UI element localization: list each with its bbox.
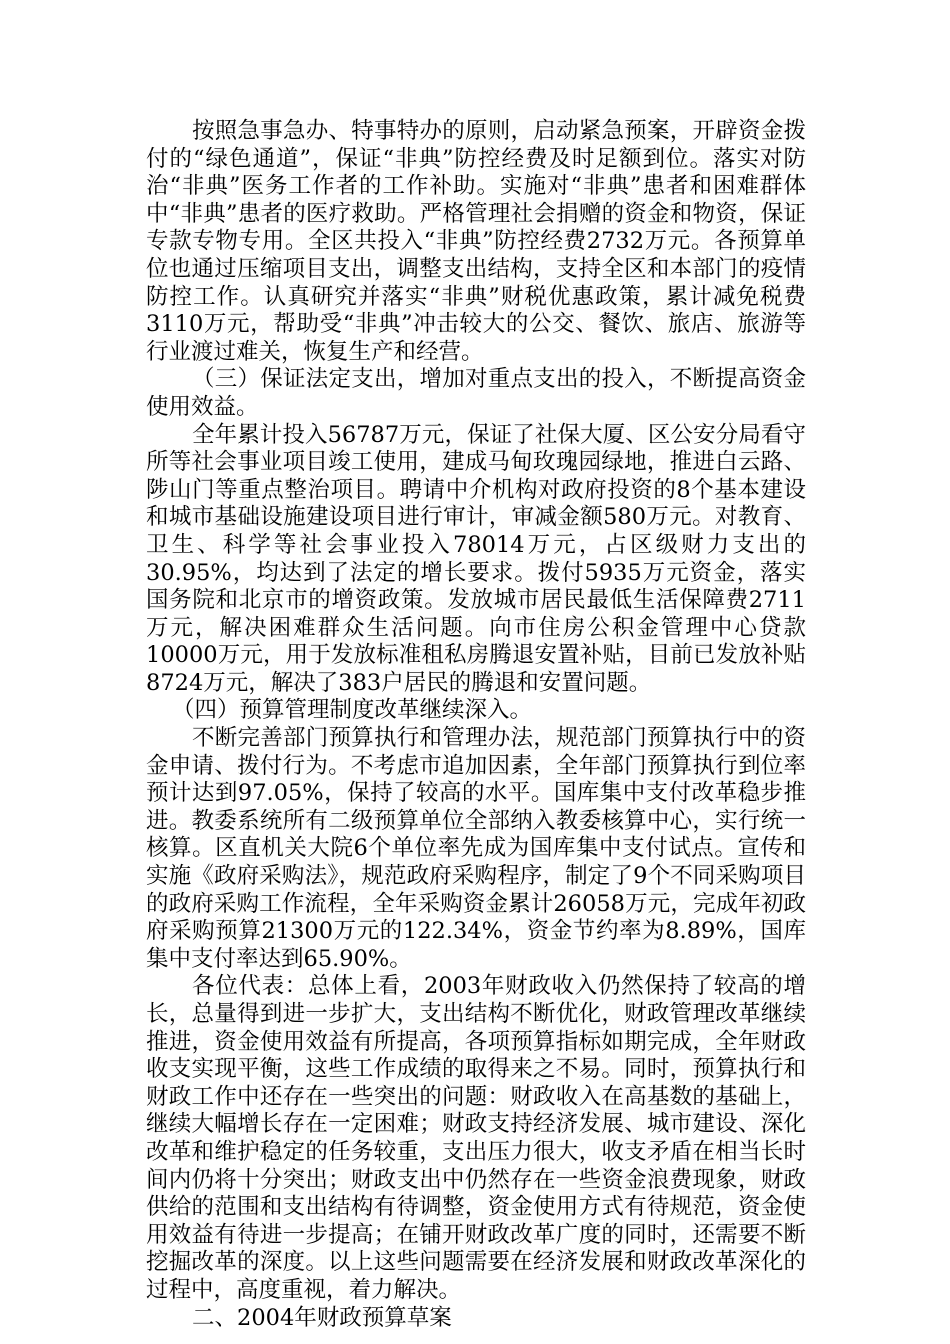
paragraph-budget-reform: 不断完善部门预算执行和管理办法，规范部门预算执行中的资金申请、拨付行为。不考虑市追加因素，全年部门预算执行到位率预计达到97.05%，保持了较高的水平。国库集中支付改革稳步推进。教委系统所有二级预算单位全部纳入教委核算中心，实行统一核算。区直机关大院6个单位率先成为国库集中支付试点。宣传和实施《政府采购法》，规范政府采购程序，制定了9个不同采购项目的政府采购工作流程，全年采购资金累计26058万元，完成年初政府采购预算21300万元的122.34%，资金节约率为8.89%，国库集中支付率达到65.90%。	[146, 725, 806, 972]
section-heading-3: （三）保证法定支出，增加对重点支出的投入，不断提高资金使用效益。	[146, 366, 806, 420]
section-heading-4: （四）预算管理制度改革继续深入。	[172, 697, 533, 724]
section-heading-2004-budget: 二、2004年财政预算草案	[192, 1304, 452, 1331]
document-page	[146, 118, 806, 1332]
paragraph-key-spending: 全年累计投入56787万元，保证了社保大厦、区公安分局看守所等社会事业项目竣工使用，建成马甸玫瑰园绿地，推进白云路、陟山门等重点整治项目。聘请中介机构对政府投资的8个基本建设和城市基础设施建设项目进行审计，审减金额580万元。对教育、卫生、科学等社会事业投入78014万元，占区级财力支出的30.95%，均达到了法定的增长要求。拨付5935万元资金，落实国务院和北京市的增资政策。发放城市居民最低生活保障费2711万元，解决困难群众生活问题。向市住房公积金管理中心贷款10000万元，用于发放标准租私房腾退安置补贴，目前已发放补贴8724万元，解决了383户居民的腾退和安置问题。	[146, 421, 806, 696]
paragraph-sars-funding: 按照急事急办、特事特办的原则，启动紧急预案，开辟资金拨付的“绿色通道”，保证“非典”防控经费及时足额到位。落实对防治“非典”医务工作者的工作补助。实施对“非典”患者和困难群体中“非典”患者的医疗救助。严格管理社会捐赠的资金和物资，保证专款专物专用。全区共投入“非典”防控经费2732万元。各预算单位也通过压缩项目支出，调整支出结构，支持全区和本部门的疫情防控工作。认真研究并落实“非典”财税优惠政策，累计减免税费3110万元，帮助受“非典”冲击较大的公交、餐饮、旅店、旅游等行业渡过难关，恢复生产和经营。	[146, 118, 806, 365]
paragraph-summary: 各位代表：总体上看，2003年财政收入仍然保持了较高的增长，总量得到进一步扩大，支出结构不断优化，财政管理改革继续推进，资金使用效益有所提高，各项预算指标如期完成，全年财政收支实现平衡，这些工作成绩的取得来之不易。同时，预算执行和财政工作中还存在一些突出的问题：财政收入在高基数的基础上，继续大幅增长存在一定困难；财政支持经济发展、城市建设、深化改革和维护稳定的任务较重，支出压力很大，收支矛盾在相当长时间内仍将十分突出；财政支出中仍然存在一些资金浪费现象，财政供给的范围和支出结构有待调整，资金使用方式有待规范，资金使用效益有待进一步提高；在铺开财政改革广度的同时，还需要不断挖掘改革的深度。以上这些问题需要在经济发展和财政改革深化的过程中，高度重视，着力解决。	[146, 973, 806, 1303]
